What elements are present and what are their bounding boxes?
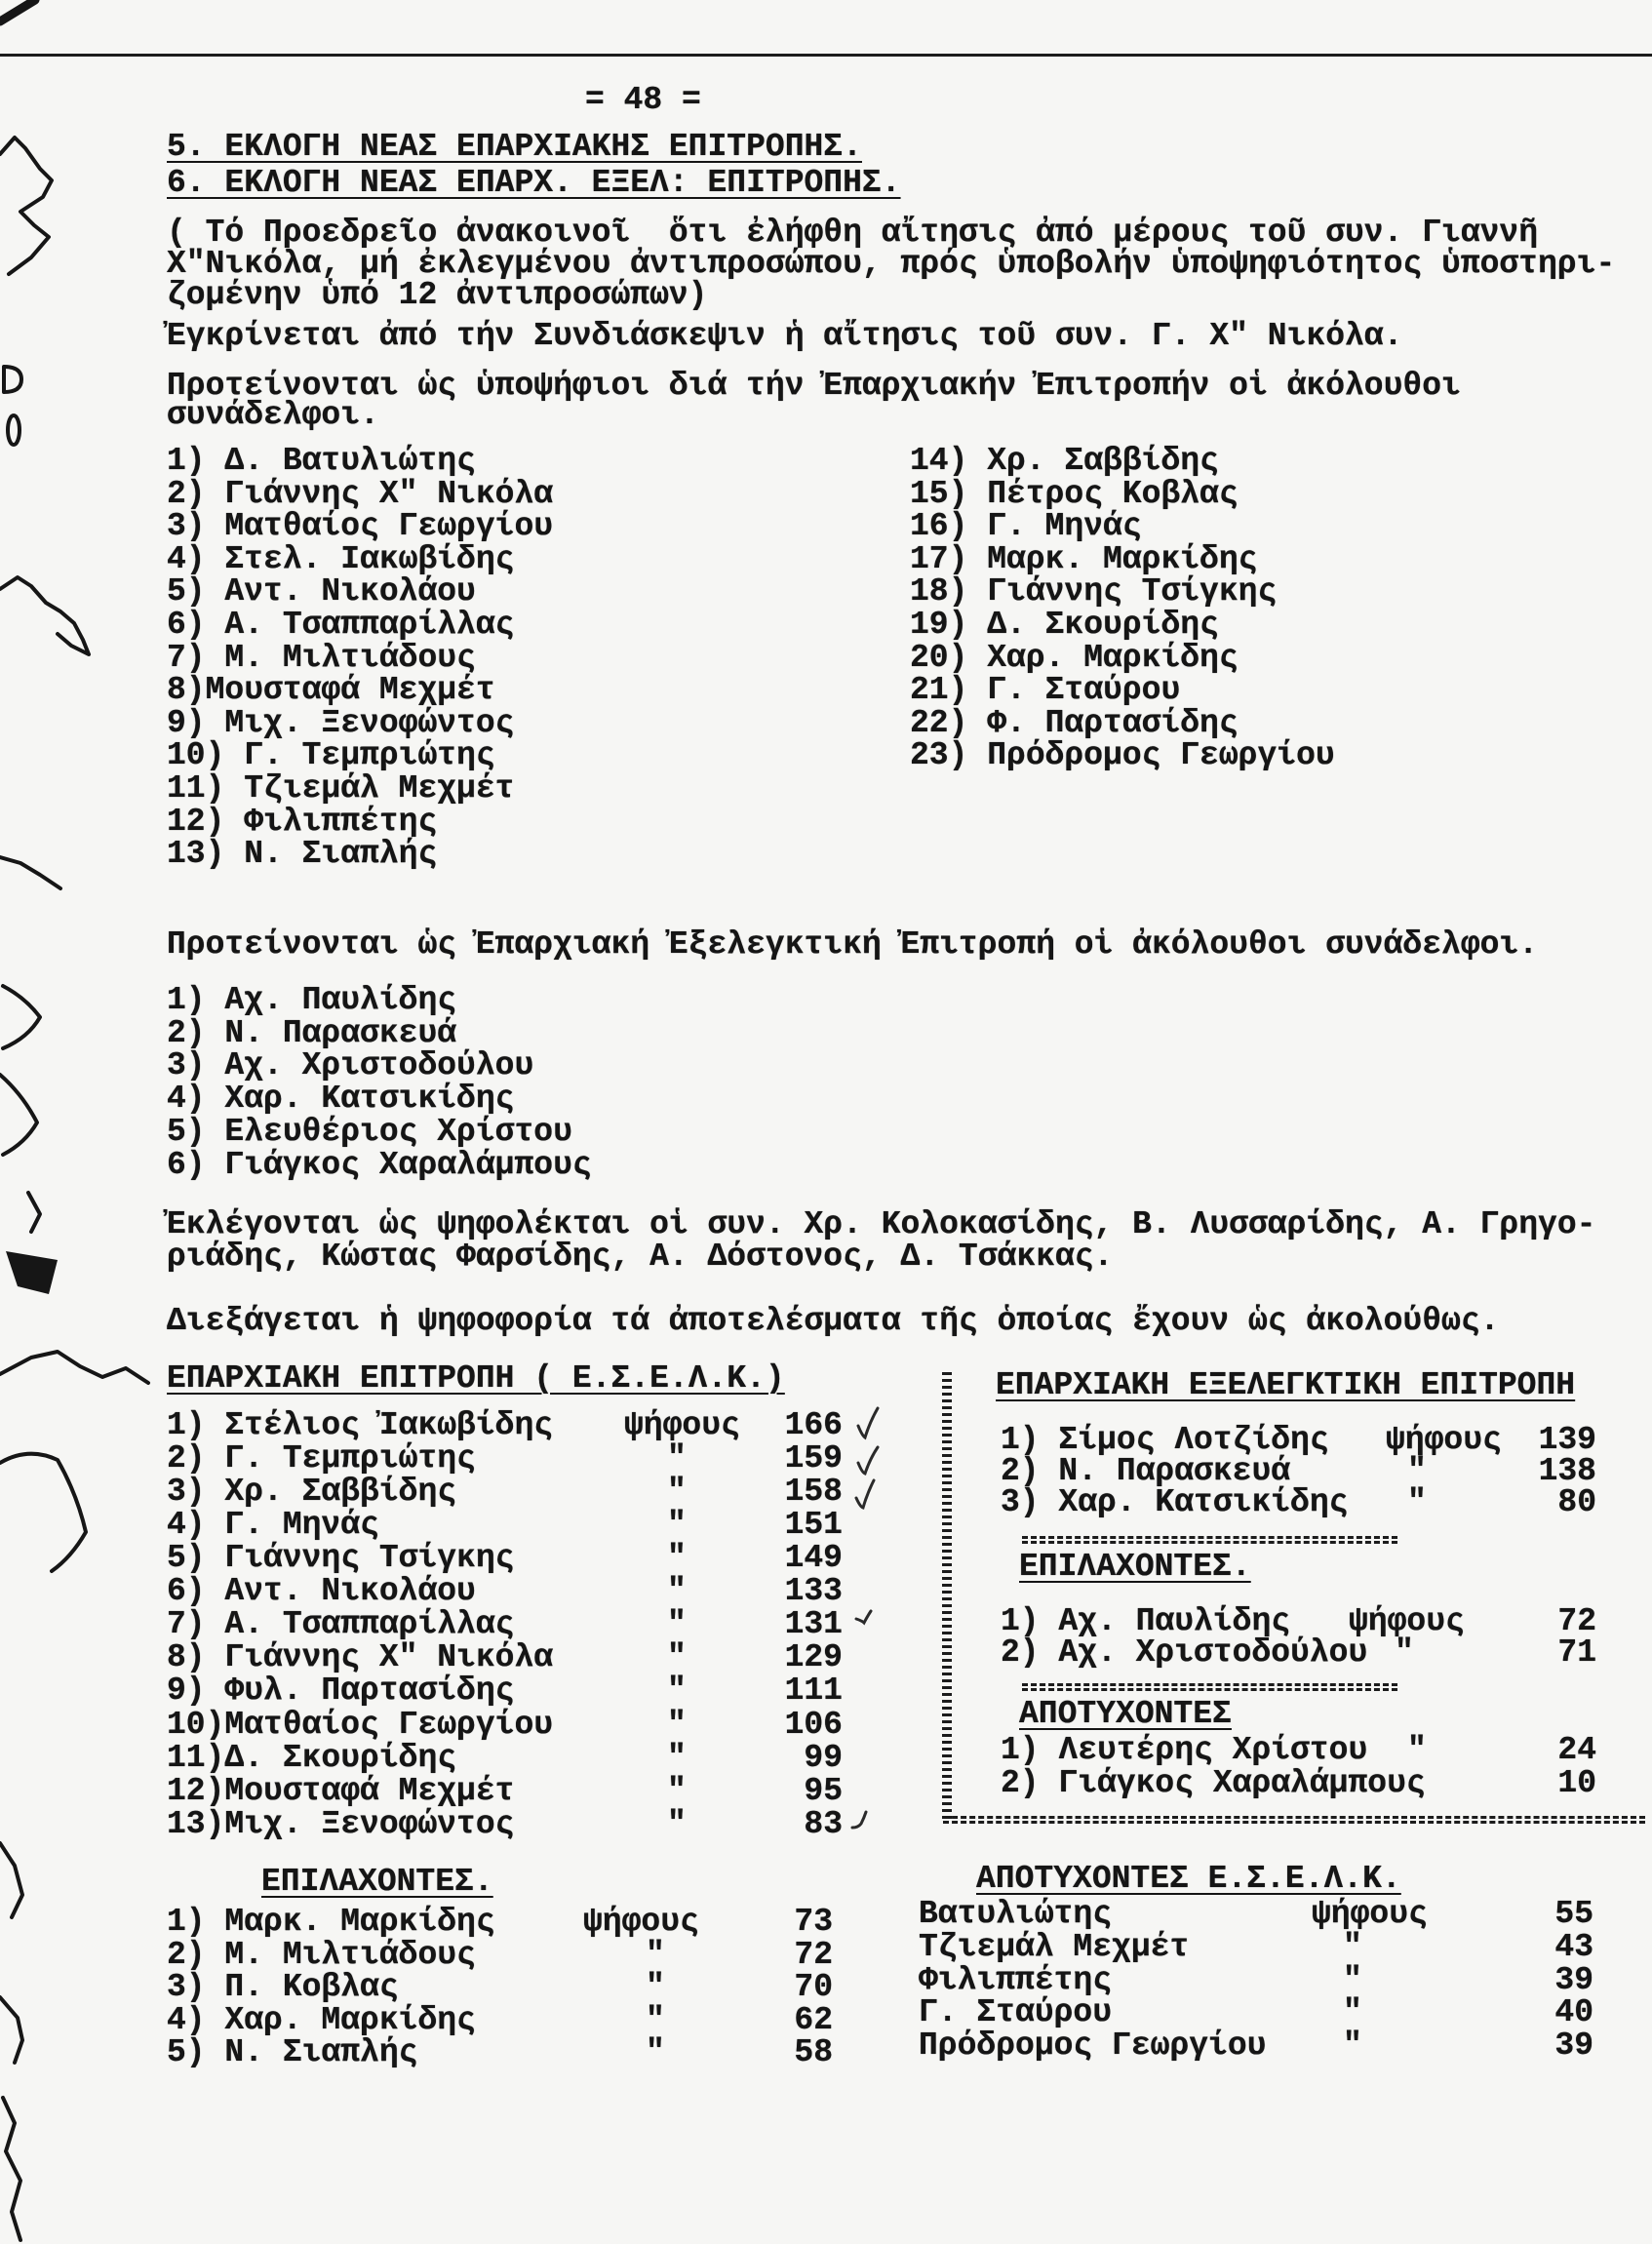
committee-runner-up-row [167,2004,833,2037]
vote-count: 129 [784,1639,843,1675]
committee-nominee: 4) Στελ. Ιακωβίδης [167,541,515,577]
ditto-mark: " [1407,1732,1427,1768]
committee-nominees-intro: συνάδελφοι. [167,397,379,433]
candidate-name: 10)Ματθαίος Γεωργίου [167,1707,554,1743]
committee-nominee: 15) Πέτρος Κοβλας [910,476,1239,512]
vote-count: 72 [1557,1603,1596,1639]
vote-count: 40 [1554,1994,1593,2030]
committee-unsuccessful-row [919,1996,1593,2029]
committee-nominee: 6) Α. Τσαππαρίλλας [167,607,515,643]
candidate-name: 3) Χρ. Σαββίδης [167,1474,457,1510]
ink-blot [6,1251,58,1294]
committee-nominee: 8)Μουσταφά Μεχμέτ [167,672,495,708]
votes-word: ψήφους [583,1904,699,1940]
committee-nominee: 20) Χαρ. Μαρκίδης [910,640,1239,676]
voting-intro: Διεξάγεται ἡ ψηφοφορία τά ἀποτελέσματα τῆς ὁποίας ἔχουν ὡς ἀκολούθως. [167,1303,1500,1339]
torn-edge [0,1997,22,2063]
ditto-mark: " [667,1507,687,1543]
candidate-name: 4) Γ. Μηνάς [167,1507,379,1543]
agenda-item-5: 5. ΕΚΛΟΓΗ ΝΕΑΣ ΕΠΑΡΧΙΑΚΗΣ ΕΠΙΤΡΟΠΗΣ. [167,129,862,165]
committee-nominee: 7) Μ. Μιλτιάδους [167,640,476,676]
candidate-name: 2) Γ. Τεμπριώτης [167,1440,476,1476]
committee-nominee: 16) Γ. Μηνάς [910,508,1142,544]
ditto-mark: " [646,2034,665,2070]
section-separator [1022,1683,1397,1691]
audit-unsuccessful-title: ΑΠΟΤΥΧΟΝΤΕΣ [1019,1696,1232,1732]
audit-runners-up-title: ΕΠΙΛΑΧΟΝΤΕΣ. [1019,1549,1251,1585]
vote-count: 106 [784,1707,843,1743]
torn-edge [0,1352,148,1383]
section-separator [1022,1536,1397,1544]
votes-word: ψήφους [624,1407,740,1443]
tellers-line: Ἐκλέγονται ὡς ψηφολέκται οἱ συν. Χρ. Κολοκασίδης, Β. Λυσσαρίδης, Α. Γρηγο- [167,1206,1596,1242]
candidate-name: 7) Α. Τσαππαρίλλας [167,1606,515,1642]
committee-nominees-intro: Προτείνονται ὡς ὑποψήφιοι διά τήν Ἐπαρχιακήν Ἐπιτροπήν οἱ ἀκόλουθοι [167,368,1461,404]
vote-count: 73 [794,1904,833,1940]
committee-nominee: 10) Γ. Τεμπριώτης [167,737,495,773]
torn-edge [0,857,60,888]
committee-result-row [167,1542,843,1575]
committee-result-row [167,1409,843,1442]
candidate-name: 8) Γιάννης Χ" Νικόλα [167,1639,554,1675]
audit-nominee: 5) Ελευθέριος Χρίστου [167,1114,572,1150]
committee-nominee: 9) Μιχ. Ξενοφώντος [167,705,515,741]
candidate-name: 6) Αντ. Νικολάου [167,1573,476,1609]
tellers-line: ριάδης, Κώστας Φαρσίδης, Α. Δόστονος, Δ. Τσάκκας. [167,1239,1114,1275]
vote-count: 80 [1557,1484,1596,1520]
vote-count: 70 [794,1969,833,2005]
ditto-mark: " [1343,1929,1362,1965]
ditto-mark: " [667,1573,687,1609]
committee-nominee: 19) Δ. Σκουρίδης [910,607,1219,643]
announcement-line: Χ"Νικόλα, μή ἐκλεγμένου ἀντιπροσώπου, πρός ὑποβολήν ὑποψηφιότητος ὑποστηρι- [167,246,1616,282]
committee-unsuccessful-row [919,1931,1593,1964]
vote-count: 58 [794,2034,833,2070]
committee-nominee: 2) Γιάννης Χ" Νικόλα [167,476,554,512]
candidate-name: Βατυλιώτης [919,1896,1113,1932]
torn-edge [8,415,20,445]
top-rule [0,54,1652,57]
committee-result-row [167,1575,843,1608]
ditto-mark: " [1343,1994,1362,2030]
candidate-name: Τζιεμάλ Μεχμέτ [919,1929,1190,1965]
votes-word: ψήφους [1386,1422,1502,1458]
vote-count: 62 [794,2002,833,2038]
ditto-mark: " [667,1773,687,1809]
committee-result-row [167,1442,843,1476]
candidate-name: Πρόδρομος Γεωργίου [919,2027,1267,2064]
ditto-mark: " [667,1806,687,1842]
committee-result-row [167,1674,843,1708]
vote-count: 111 [784,1673,843,1709]
candidate-name: 2) Αχ. Χριστοδούλου [1001,1634,1368,1671]
committee-runner-up-row [167,1939,833,1972]
committee-nominee: 23) Πρόδρομος Γεωργίου [910,737,1335,773]
vote-count: 99 [804,1740,843,1776]
votes-word: ψήφους [1312,1896,1428,1932]
committee-nominee: 17) Μαρκ. Μαρκίδης [910,541,1258,577]
vote-count: 83 [804,1806,843,1842]
column-separator [942,1372,952,1822]
vote-count: 166 [784,1407,843,1443]
audit-nominee: 2) Ν. Παρασκευά [167,1015,457,1051]
ditto-mark: " [667,1440,687,1476]
candidate-name: 12)Μουσταφά Μεχμέτ [167,1773,515,1809]
candidate-name: 1) Αχ. Παυλίδης [1001,1603,1291,1639]
audit-unsuccessful-row [1001,1734,1596,1767]
candidate-name: 1) Σίμος Λοτζίδης [1001,1422,1329,1458]
committee-nominee: 14) Χρ. Σαββίδης [910,443,1219,479]
committee-nominee: 12) Φιλιππέτης [167,804,438,840]
audit-results-title: ΕΠΑΡΧΙΑΚΗ ΕΞΕΛΕΓΚΤΙΚΗ ΕΠΙΤΡΟΠΗ [996,1367,1576,1403]
committee-nominee: 18) Γιάννης Τσίγκης [910,573,1278,610]
committee-nominee: 1) Δ. Βατυλιώτης [167,443,476,479]
vote-count: 24 [1557,1732,1596,1768]
announcement-line: ( Τό Προεδρεῖο ἀνακοινοῖ ὅτι ἐλήφθη αἴτησις ἀπό μέρους τοῦ συν. Γιαννῆ [167,215,1539,251]
corner-ink-mark [0,0,35,21]
candidate-name: 11)Δ. Σκουρίδης [167,1740,457,1776]
committee-nominee: 11) Τζιεμάλ Μεχμέτ [167,770,515,807]
pencil-check-mark [858,1447,878,1474]
vote-count: 159 [784,1440,843,1476]
vote-count: 55 [1554,1896,1593,1932]
committee-unsuccessful-row [919,1898,1593,1931]
vote-count: 158 [784,1474,843,1510]
ditto-mark: " [667,1740,687,1776]
vote-count: 43 [1554,1929,1593,1965]
torn-edge [0,1075,37,1155]
page-number: = 48 = [585,82,701,118]
committee-nominee: 22) Φ. Παρτασίδης [910,705,1239,741]
vote-count: 71 [1557,1634,1596,1671]
torn-edge [3,2098,20,2240]
vote-count: 139 [1538,1422,1596,1458]
committee-unsuccessful-title: ΑΠΟΤΥΧΟΝΤΕΣ Ε.Σ.Ε.Λ.Κ. [976,1861,1401,1897]
committee-runner-up-row [167,2036,833,2069]
vote-count: 149 [784,1540,843,1576]
committee-result-row [167,1742,843,1775]
ditto-mark: " [667,1606,687,1642]
audit-nominee: 3) Αχ. Χριστοδούλου [167,1047,534,1083]
audit-nominee: 1) Αχ. Παυλίδης [167,982,457,1018]
torn-edge [0,577,89,654]
candidate-name: 4) Χαρ. Μαρκίδης [167,2002,476,2038]
ditto-mark: " [1407,1453,1427,1489]
committee-nominee: 13) Ν. Σιαπλής [167,836,438,872]
committee-runner-up-row [167,1971,833,2004]
candidate-name: 2) Ν. Παρασκευά [1001,1453,1291,1489]
torn-edge [28,1193,40,1232]
ditto-mark: " [1395,1634,1414,1671]
votes-word: ψήφους [1349,1603,1465,1639]
committee-nominee: 5) Αντ. Νικολάου [167,573,476,610]
committee-unsuccessful-row [919,2029,1593,2063]
announcement-line: ζομένην ὑπό 12 ἀντιπροσώπων) [167,277,708,313]
committee-result-row [167,1775,843,1808]
ditto-mark: " [1343,2027,1362,2064]
committee-nominee: 3) Ματθαίος Γεωργίου [167,508,554,544]
pencil-check-mark [858,1408,878,1437]
vote-count: 39 [1554,2027,1593,2064]
pencil-check-mark [856,1611,871,1623]
ditto-mark: " [667,1474,687,1510]
ditto-mark: " [646,1937,665,1973]
committee-result-row [167,1709,843,1742]
torn-edge [3,986,40,1048]
committee-result-row [167,1476,843,1509]
audit-runner-up-row [1001,1636,1596,1670]
torn-edge [0,1454,86,1571]
torn-edge [0,1843,22,1917]
committee-result-row [167,1808,843,1841]
vote-count: 10 [1557,1765,1596,1801]
ditto-mark: " [667,1707,687,1743]
audit-nominee: 6) Γιάγκος Χαραλάμπους [167,1147,592,1183]
candidate-name: 13)Μιχ. Ξενοφώντος [167,1806,515,1842]
candidate-name: 3) Χαρ. Κατσικίδης [1001,1484,1349,1520]
vote-count: 133 [784,1573,843,1609]
agenda-item-6: 6. ΕΚΛΟΓΗ ΝΕΑΣ ΕΠΑΡΧ. ΕΞΕΛ: ΕΠΙΤΡΟΠΗΣ. [167,165,901,201]
candidate-name: 1) Λευτέρης Χρίστου [1001,1732,1368,1768]
pencil-check-mark [856,1480,874,1508]
committee-runners-up-title: ΕΠΙΛΑΧΟΝΤΕΣ. [261,1864,493,1900]
torn-edge [0,138,52,274]
candidate-name: 9) Φυλ. Παρτασίδης [167,1673,515,1709]
audit-result-row [1001,1424,1596,1457]
audit-unsuccessful-row [1001,1767,1596,1800]
candidate-name: 2) Γιάγκος Χαραλάμπους [1001,1765,1426,1801]
candidate-name: 2) Μ. Μιλτιάδους [167,1937,476,1973]
audit-runner-up-row [1001,1605,1596,1638]
audit-result-row [1001,1486,1596,1519]
ditto-mark: " [667,1639,687,1675]
committee-result-row [167,1641,843,1674]
committee-results-title: ΕΠΑΡΧΙΑΚΗ ΕΠΙΤΡΟΠΗ ( Ε.Σ.Ε.Λ.Κ.) [167,1360,785,1397]
ditto-mark: " [667,1673,687,1709]
committee-result-row [167,1509,843,1542]
committee-runner-up-row [167,1906,833,1939]
ditto-mark: " [1407,1484,1427,1520]
ditto-mark: " [646,2002,665,2038]
candidate-name: 5) Γιάννης Τσίγκης [167,1540,515,1576]
audit-nominees-intro: Προτείνονται ὡς Ἐπαρχιακή Ἐξελεγκτική Ἐπιτροπή οἱ ἀκόλουθοι συνάδελφοι. [167,926,1539,963]
candidate-name: Γ. Σταύρου [919,1994,1113,2030]
audit-nominee: 4) Χαρ. Κατσικίδης [167,1081,515,1117]
committee-nominee: 21) Γ. Σταύρου [910,672,1181,708]
vote-count: 39 [1554,1962,1593,1998]
candidate-name: Φιλιππέτης [919,1962,1113,1998]
pencil-check-mark [852,1812,866,1828]
vote-count: 151 [784,1507,843,1543]
candidate-name: 1) Μαρκ. Μαρκίδης [167,1904,495,1940]
committee-result-row [167,1608,843,1641]
torn-edge [4,367,21,392]
candidate-name: 5) Ν. Σιαπλής [167,2034,418,2070]
ditto-mark: " [646,1969,665,2005]
audit-result-row [1001,1455,1596,1488]
vote-count: 95 [804,1773,843,1809]
approval-line: Ἐγκρίνεται ἀπό τήν Συνδιάσκεψιν ἡ αἴτησις τοῦ συν. Γ. Χ" Νικόλα. [167,318,1403,354]
candidate-name: 3) Π. Κοβλας [167,1969,399,2005]
vote-count: 131 [784,1606,843,1642]
ditto-mark: " [1343,1962,1362,1998]
ditto-mark: " [667,1540,687,1576]
committee-unsuccessful-row [919,1964,1593,1997]
vote-count: 138 [1538,1453,1596,1489]
section-separator [943,1816,1645,1824]
vote-count: 72 [794,1937,833,1973]
candidate-name: 1) Στέλιος Ἰακωβίδης [167,1407,554,1443]
